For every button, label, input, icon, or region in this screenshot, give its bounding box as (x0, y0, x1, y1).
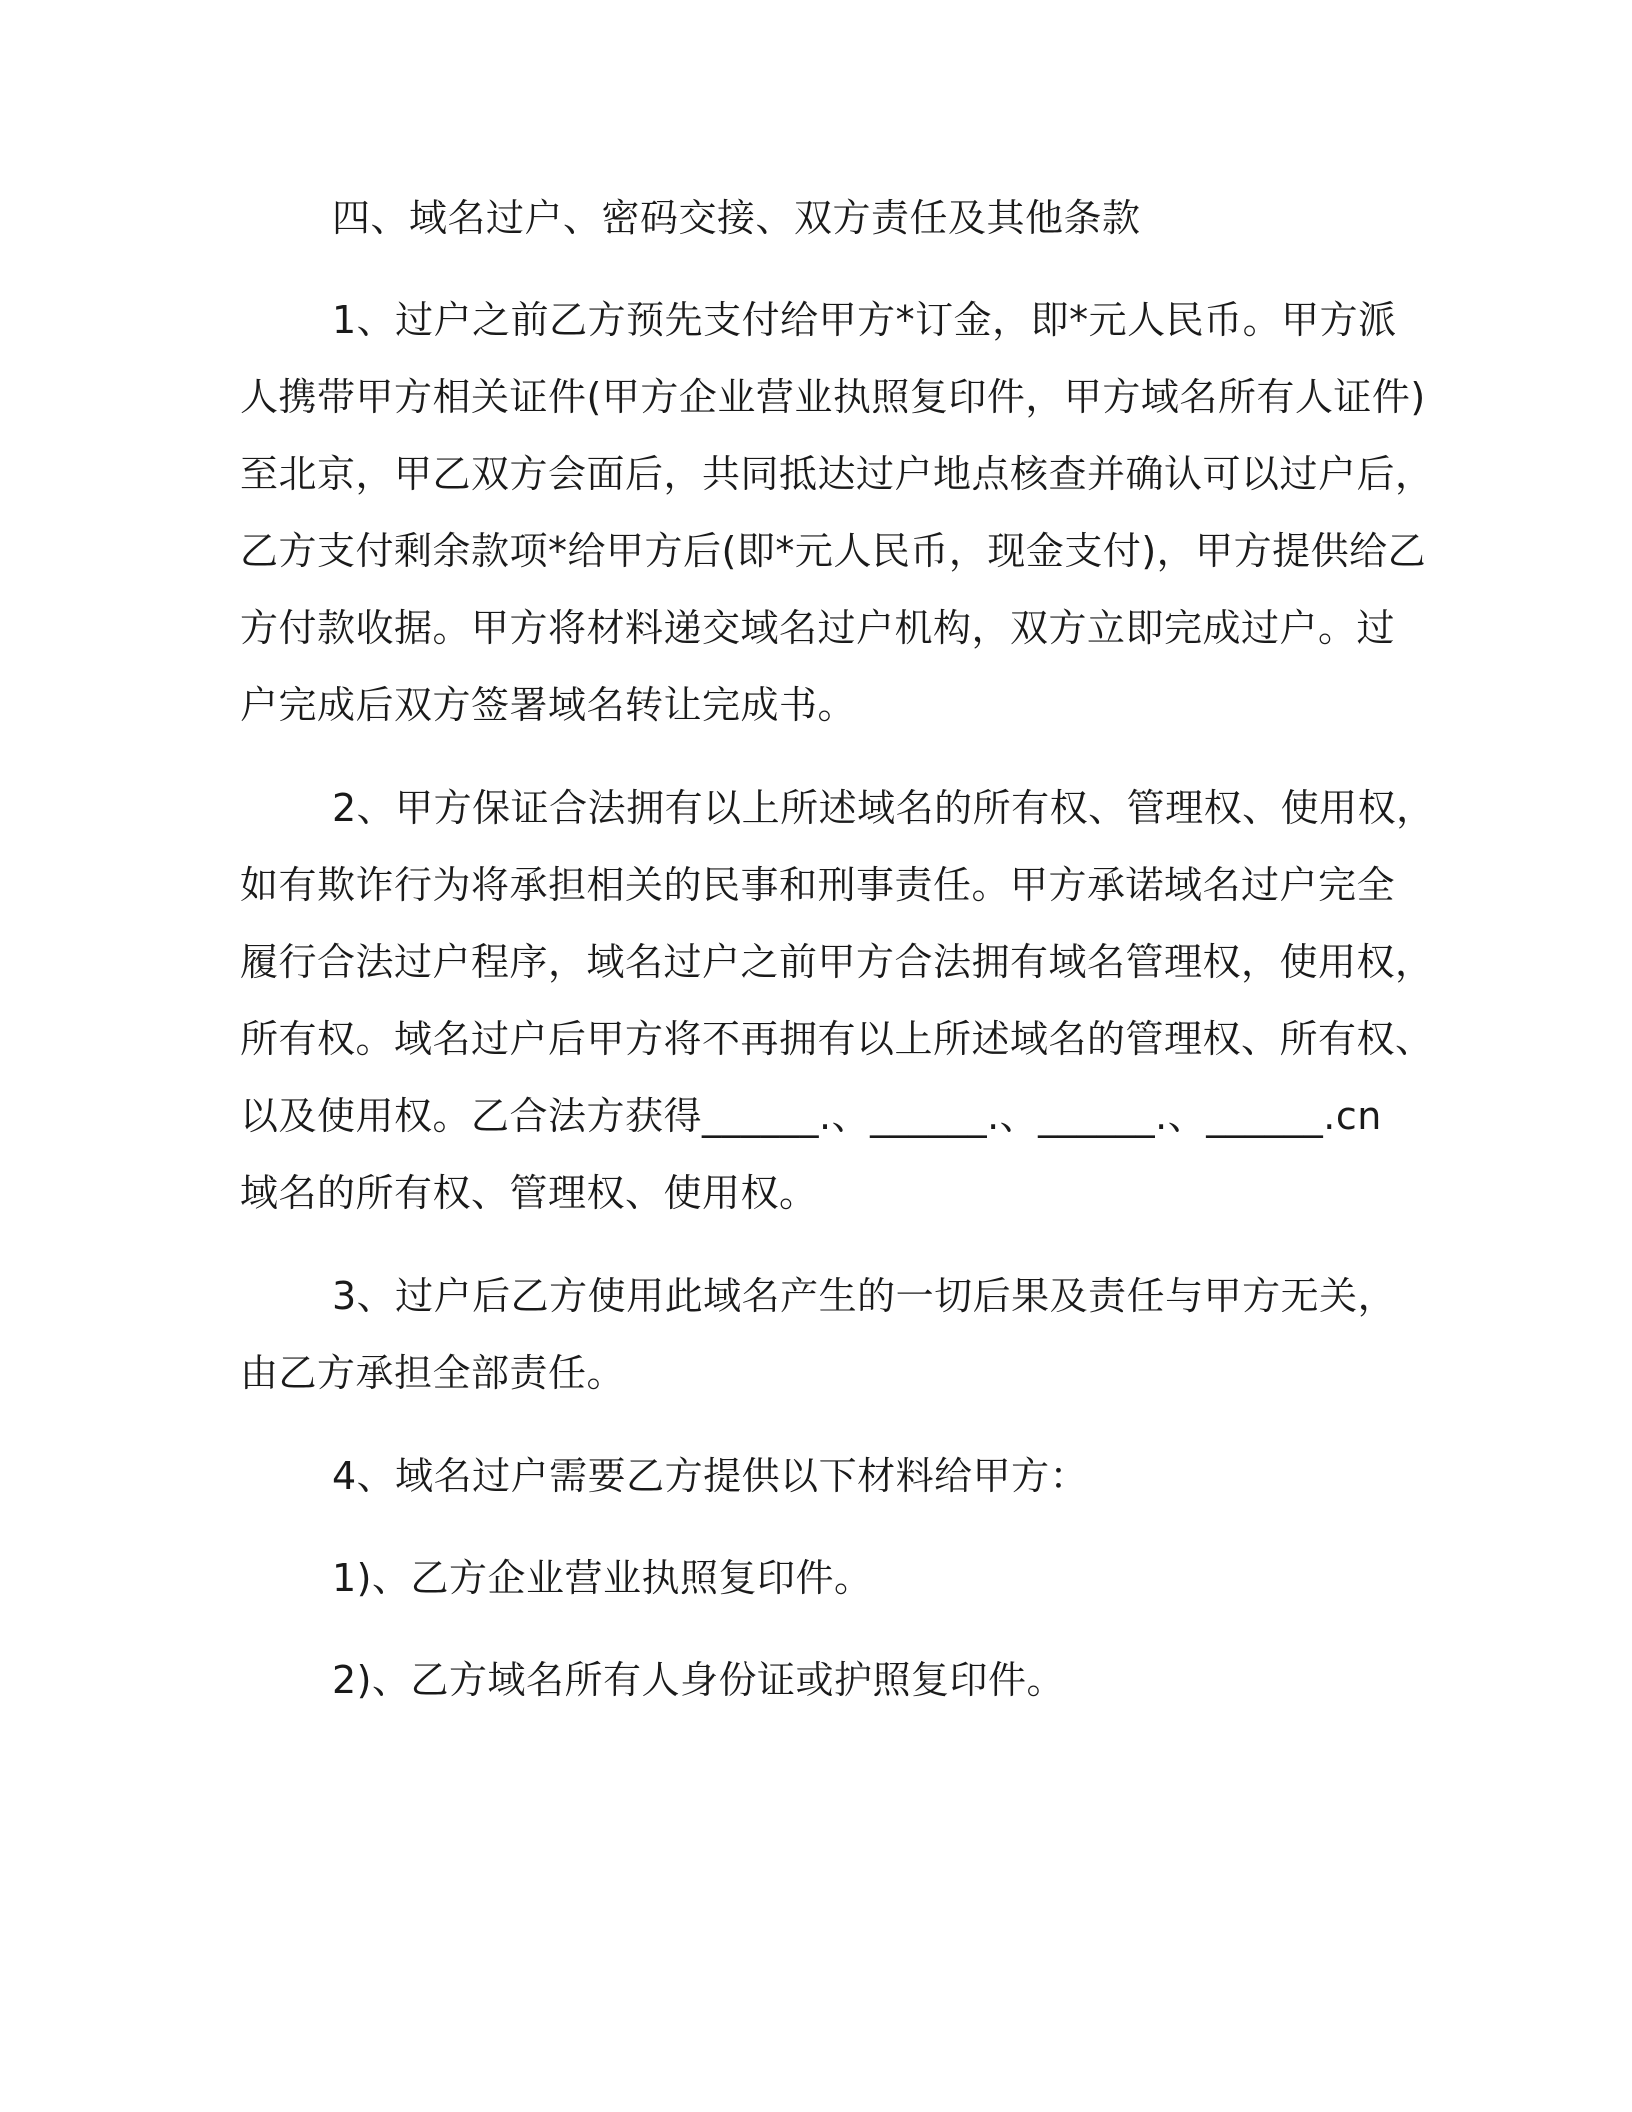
clause-3-line: 3、过户后乙方使用此域名产生的一切后果及责任与甲方无关， (332, 1274, 1397, 1318)
clause-3-line: 由乙方承担全部责任。 (240, 1351, 626, 1395)
clause-1-line: 人携带甲方相关证件(甲方企业营业执照复印件，甲方域名所有人证件) (240, 375, 1426, 419)
clause-1-line: 至北京，甲乙双方会面后，共同抵达过户地点核查并确认可以过户后， (240, 452, 1434, 496)
clause-2-line: 域名的所有权、管理权、使用权。 (240, 1171, 818, 1215)
clause-1-paragraph (240, 282, 1434, 744)
section-heading (240, 180, 1400, 257)
clause-1-line: 户完成后双方签署域名转让完成书。 (240, 683, 857, 727)
clause-2-line: 如有欺诈行为将承担相关的民事和刑事责任。甲方承诺域名过户完全 (240, 863, 1396, 907)
list-item-1-text: 1)、乙方企业营业执照复印件。 (332, 1556, 873, 1600)
clause-2-line: 以及使用权。乙合法方获得______.、______.、______.、______.cn (240, 1094, 1382, 1138)
clause-4-line: 4、域名过户需要乙方提供以下材料给甲方： (332, 1454, 1089, 1498)
section-heading-text: 四、域名过户、密码交接、双方责任及其他条款 (332, 196, 1141, 240)
clause-3-paragraph (240, 1258, 1400, 1412)
clause-2-line: 2、甲方保证合法拥有以上所述域名的所有权、管理权、使用权， (332, 786, 1435, 830)
clause-2-paragraph (240, 770, 1435, 1232)
clause-2-line: 履行合法过户程序，域名过户之前甲方合法拥有域名管理权，使用权， (240, 940, 1434, 984)
clause-2-line: 所有权。域名过户后甲方将不再拥有以上所述域名的管理权、所有权、 (240, 1017, 1434, 1061)
clause-1-line: 乙方支付剩余款项*给甲方后(即*元人民币，现金支付)，甲方提供给乙 (240, 529, 1427, 573)
list-item-2-text: 2)、乙方域名所有人身份证或护照复印件。 (332, 1658, 1066, 1702)
list-item-2 (240, 1642, 1400, 1719)
clause-4-paragraph (240, 1438, 1400, 1515)
list-item-1 (240, 1540, 1400, 1617)
clause-1-line: 1、过户之前乙方预先支付给甲方*订金，即*元人民币。甲方派 (332, 298, 1397, 342)
clause-1-line: 方付款收据。甲方将材料递交域名过户机构，双方立即完成过户。过 (240, 606, 1396, 650)
